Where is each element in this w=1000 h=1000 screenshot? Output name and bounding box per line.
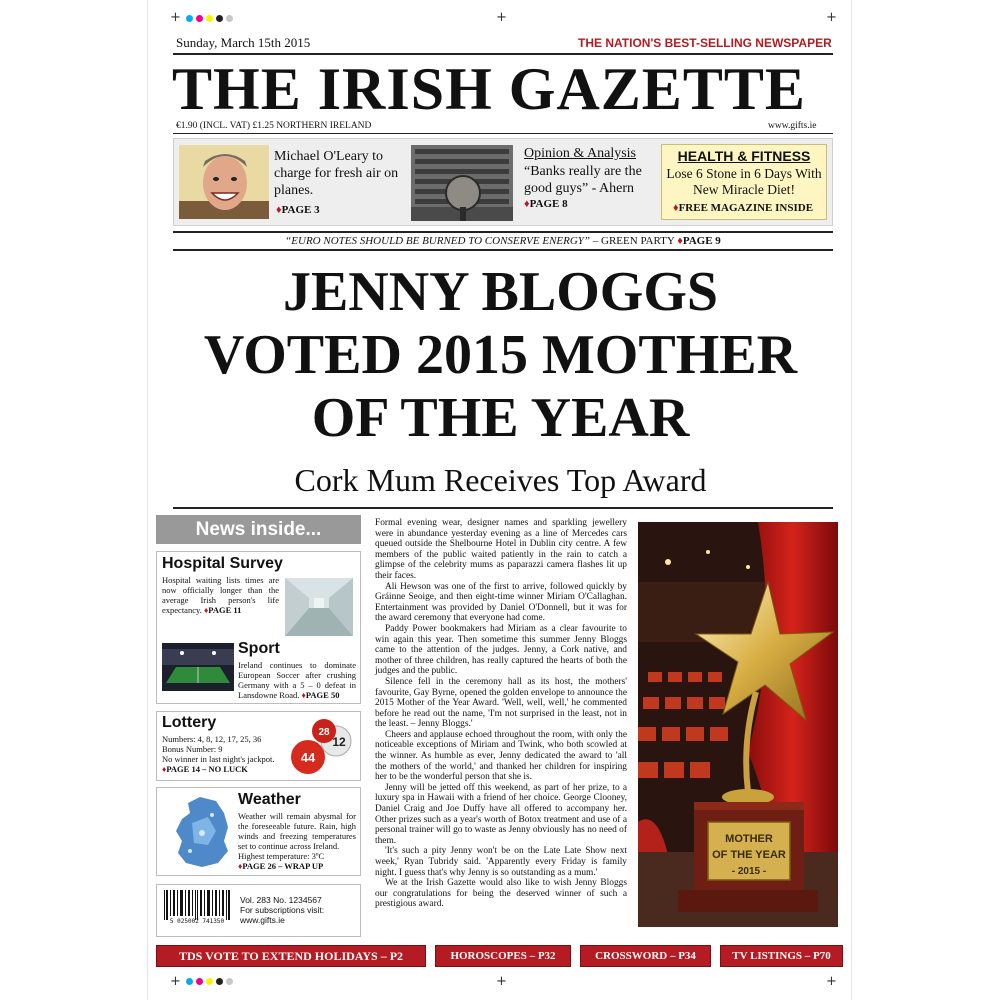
sport-text: Ireland continues to dominate European Soccer after crushing Germany with a 5 – 0 defeat in Lansdowne Road. (238, 660, 356, 700)
article-paragraph: Cheers and applause echoed throughout the room, with only the noticeable exceptions of Miriam and Twink, who both scowled at the winner. As humble as ever, Jenny dedicated the award to 'all the mothers of the world,' and thanked her children for inspiring her to be the wonderful person that she is. (375, 729, 627, 783)
article-paragraph: 'It's such a pity Jenny won't be on the Late Late Show next week,' Ryan Tubridy said. 'Apparently every Friday is family night. I guess that's why Jenny is so outstanding as a mum.' (375, 846, 627, 878)
diamond-icon: ♦ (203, 605, 209, 615)
page-ref: PAGE 8 (529, 198, 568, 210)
registration-mark-icon: + (170, 10, 181, 25)
masthead-title: THE IRISH GAZETTE (172, 56, 806, 122)
yellow-dot (206, 15, 213, 22)
footer-tag-tv-listings[interactable]: TV LISTINGS – P70 (720, 945, 843, 967)
cyan-dot (186, 978, 193, 985)
weather-temp: Highest temperature: 3ºC (238, 851, 325, 861)
subheadline: Cork Mum Receives Top Award (294, 462, 707, 498)
hospital-body (162, 575, 279, 615)
diamond-icon: ♦ (301, 690, 306, 700)
diamond-icon: ♦ (162, 764, 167, 774)
diamond-icon: ♦ (672, 202, 679, 214)
headline-line-2: VOTED 2015 MOTHER (203, 324, 798, 386)
website: www.gifts.ie (768, 121, 817, 131)
masthead-rule (173, 133, 833, 134)
lottery-balls-image (286, 717, 356, 777)
issue-date: Sunday, March 15th 2015 (176, 35, 311, 50)
registration-mark-icon: + (826, 10, 837, 25)
color-swatch-dots-bottom (186, 978, 233, 985)
opinion-quote[interactable]: “Banks really are the good guys” - Ahern (524, 164, 642, 196)
barcode-info (240, 895, 324, 925)
quote-source: – GREEN PARTY (590, 235, 678, 247)
page-ref: FREE MAGAZINE INSIDE (678, 202, 814, 214)
headline-line-1: JENNY BLOGGS (282, 261, 719, 323)
weather-body (238, 811, 356, 871)
hospital-text: Hospital waiting lists times are now officially longer than the average Irish person's life expectancy. (162, 575, 279, 615)
gray-dot (226, 15, 233, 22)
diamond-icon: ♦ (524, 198, 530, 210)
quote-page: PAGE 9 (682, 235, 721, 247)
teaser-oleary-text[interactable]: Michael O'Leary to charge for fresh air on planes. (274, 149, 399, 198)
health-heading: HEALTH & FITNESS (677, 148, 811, 164)
plaque-line-2: OF THE YEAR (712, 849, 786, 861)
oleary-photo (179, 145, 269, 219)
article-paragraph: Ali Hewson was one of the first to arrive, followed quickly by Gráinne Seoige, and then eight-time winner Miriam O'Callaghan. Entertainment was provided by Daniel O'Donnell, but it was for the award ceremony that everyone had come. (375, 581, 627, 624)
ball-1: 28 (318, 727, 330, 738)
barcode-digits: 5 025002 741350 (169, 918, 225, 924)
article-paragraph: We at the Irish Gazette would also like to wish Jenny Bloggs our congratulations for being the deserved winner of such a prestigious award. (375, 878, 627, 910)
ball-3: 44 (300, 750, 316, 765)
opinion-heading[interactable]: Opinion & Analysis (524, 146, 637, 161)
lottery-body (162, 734, 292, 774)
article-paragraph: Paddy Power bookmakers had Miriam as a clear favourite to win again this year. Then sometime this summer Jenny Bloggs came to the attention of the judges. Jenny, a Cork native, and mother of three children, has really captured the hearts of both the judges and the public. (375, 623, 627, 677)
sport-page: PAGE 50 (305, 690, 340, 700)
weather-heading[interactable]: Weather (238, 791, 301, 808)
hospital-corridor-photo (285, 578, 353, 636)
registration-mark-icon: + (496, 974, 507, 989)
ball-2: 12 (332, 735, 346, 749)
hospital-heading[interactable]: Hospital Survey (162, 555, 283, 572)
subscriptions-site[interactable]: www.gifts.ie (240, 915, 285, 925)
registration-mark-icon: + (496, 10, 507, 25)
health-page (668, 202, 818, 214)
footer-tag-crossword[interactable]: CROSSWORD – P34 (580, 945, 711, 967)
headline-line-3: OF THE YEAR (311, 387, 690, 449)
barcode-image (162, 890, 232, 924)
lottery-numbers: Numbers: 4, 8, 12, 17, 25, 36 (162, 734, 262, 744)
headline-rule (173, 507, 833, 509)
bank-building-photo (411, 145, 513, 221)
quote-rule-bottom (173, 249, 833, 251)
plaque-line-1: MOTHER (725, 833, 773, 845)
weather-page: PAGE 26 – WRAP UP (242, 861, 324, 871)
weather-text: Weather will remain abysmal for the foreseeable future. Rain, high winds and freezing temperatures set to continue across Ireland. (238, 811, 356, 851)
quote-bar (173, 235, 833, 247)
quote-text: “EURO NOTES SHOULD BE BURNED TO CONSERVE ENERGY” (285, 235, 591, 247)
diamond-icon: ♦ (677, 235, 683, 247)
magenta-dot (196, 15, 203, 22)
registration-mark-icon: + (170, 974, 181, 989)
quote-rule-top (173, 231, 833, 233)
lottery-jackpot: No winner in last night's jackpot. (162, 754, 275, 764)
sport-heading[interactable]: Sport (238, 640, 280, 657)
opinion-page[interactable] (524, 198, 568, 210)
article-paragraph: Formal evening wear, designer names and sparkling jewellery were in abundance yesterday evening as a line of Mercedes cars queued outside the Shelbourne Hotel in Dublin city centre. A few members of the public waited patiently in the rain to catch a glimpse of the celebrity mums as paparazzi camera flashes lit up their faces. (375, 518, 627, 581)
news-inside-title: News inside... (156, 515, 361, 544)
black-dot (216, 15, 223, 22)
ireland-weather-map (172, 793, 234, 871)
yellow-dot (206, 978, 213, 985)
lottery-page: PAGE 14 – NO LUCK (166, 764, 248, 774)
trophy-photo (638, 522, 838, 927)
teaser-oleary-page[interactable] (276, 204, 320, 216)
black-dot (216, 978, 223, 985)
stadium-photo (162, 643, 234, 691)
color-swatch-dots (186, 15, 233, 22)
health-text: Lose 6 Stone in 6 Days With New Miracle Diet! (666, 166, 822, 197)
volume-number: Vol. 283 No. 1234567 (240, 895, 322, 905)
lottery-bonus: Bonus Number: 9 (162, 744, 223, 754)
slogan: THE NATION'S BEST-SELLING NEWSPAPER (578, 36, 832, 50)
newspaper-page (147, 0, 852, 1000)
diamond-icon: ♦ (276, 204, 282, 216)
diamond-icon: ♦ (238, 861, 243, 871)
cyan-dot (186, 15, 193, 22)
subscriptions-label: For subscriptions visit: (240, 905, 325, 915)
lottery-heading[interactable]: Lottery (162, 714, 217, 731)
main-article (375, 518, 627, 910)
magenta-dot (196, 978, 203, 985)
sport-body (238, 660, 356, 700)
footer-tag-horoscopes[interactable]: HOROSCOPES – P32 (435, 945, 571, 967)
article-paragraph: Silence fell in the ceremony hall as its host, the mothers' favourite, Gay Byrne, opened the golden envelope to announce the 2015 Mother of the Year Award. 'Well, well, well,' he commented before he read out the name, 'I'm not surprised in the least, not in the least. – Jenny Bloggs.' (375, 676, 627, 730)
page-ref: PAGE 3 (281, 204, 320, 216)
price-line: €1.90 (INCL. VAT) £1.25 NORTHERN IRELAND (176, 121, 372, 131)
registration-mark-icon: + (826, 974, 837, 989)
plaque-line-3: - 2015 - (731, 866, 767, 877)
gray-dot (226, 978, 233, 985)
article-paragraph: Jenny will be jetted off this weekend, as part of her prize, to a luxury spa in Hawaii with a friend of her choice. George Clooney, Daniel Craig and Joe Duffy have all offered to accompany her. Other prizes such as a year's worth of Botox treatment and use of a personal trainer will go to waste as Jenny obviously has no need of them. (375, 782, 627, 846)
hospital-page: PAGE 11 (208, 605, 242, 615)
footer-tag-tds[interactable]: TDS VOTE TO EXTEND HOLIDAYS – P2 (156, 945, 426, 967)
